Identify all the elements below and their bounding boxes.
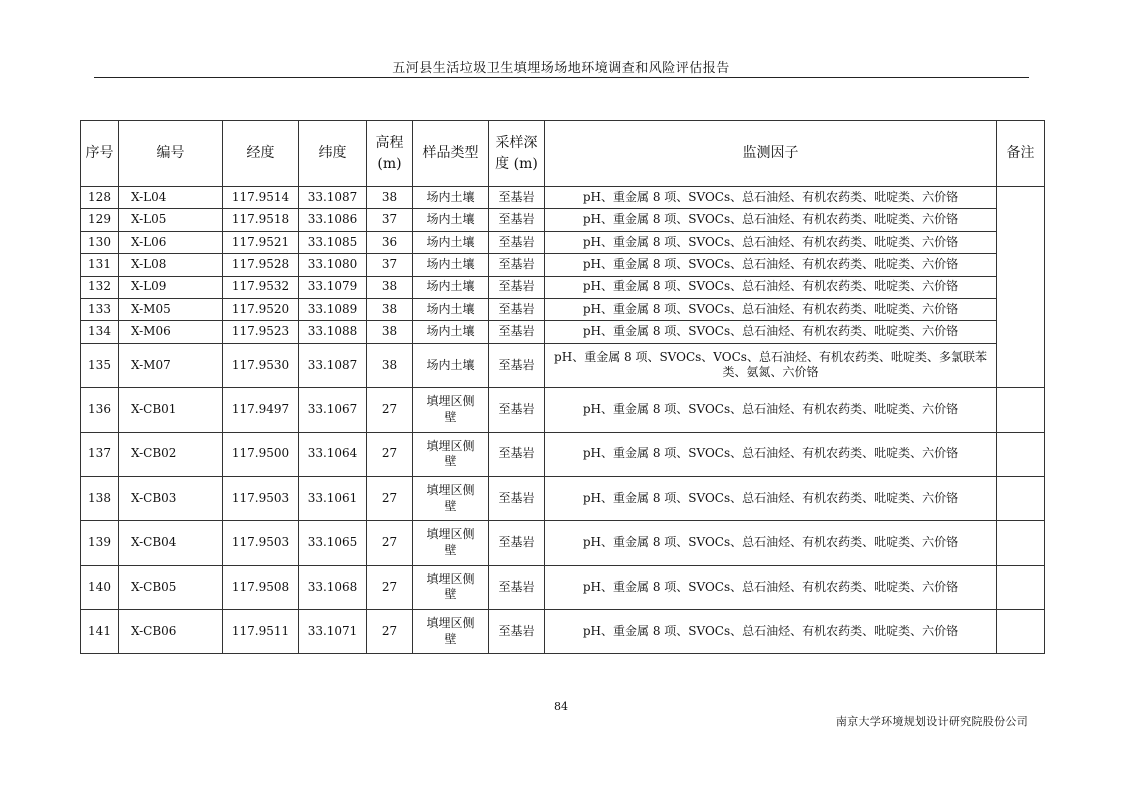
cell-latitude: 33.1087	[299, 187, 367, 209]
cell-index: 139	[81, 521, 119, 565]
cell-latitude: 33.1065	[299, 521, 367, 565]
cell-latitude: 33.1067	[299, 388, 367, 432]
cell-code: X-M07	[119, 343, 223, 387]
cell-elevation: 38	[367, 321, 413, 343]
cell-factors: pH、重金属 8 项、SVOCs、总石油烃、有机农药类、吡啶类、六价铬	[545, 298, 997, 320]
cell-latitude: 33.1086	[299, 209, 367, 231]
cell-elevation: 38	[367, 343, 413, 387]
cell-depth: 至基岩	[489, 321, 545, 343]
cell-sample-type: 填埋区侧壁	[413, 388, 489, 432]
header-code: 编号	[119, 121, 223, 187]
cell-latitude: 33.1085	[299, 231, 367, 253]
cell-sample-type: 填埋区侧壁	[413, 610, 489, 654]
cell-factors: pH、重金属 8 项、SVOCs、总石油烃、有机农药类、吡啶类、六价铬	[545, 476, 997, 520]
cell-depth: 至基岩	[489, 231, 545, 253]
cell-elevation: 37	[367, 209, 413, 231]
cell-sample-type: 填埋区侧壁	[413, 432, 489, 476]
cell-longitude: 117.9518	[223, 209, 299, 231]
header-index: 序号	[81, 121, 119, 187]
cell-longitude: 117.9532	[223, 276, 299, 298]
cell-elevation: 36	[367, 231, 413, 253]
cell-factors: pH、重金属 8 项、SVOCs、总石油烃、有机农药类、吡啶类、六价铬	[545, 565, 997, 609]
cell-longitude: 117.9503	[223, 521, 299, 565]
cell-code: X-CB02	[119, 432, 223, 476]
cell-elevation: 38	[367, 187, 413, 209]
cell-factors: pH、重金属 8 项、SVOCs、总石油烃、有机农药类、吡啶类、六价铬	[545, 254, 997, 276]
cell-depth: 至基岩	[489, 565, 545, 609]
cell-factors: pH、重金属 8 项、SVOCs、总石油烃、有机农药类、吡啶类、六价铬	[545, 231, 997, 253]
cell-code: X-CB01	[119, 388, 223, 432]
cell-longitude: 117.9530	[223, 343, 299, 387]
cell-sample-type: 填埋区侧壁	[413, 521, 489, 565]
cell-index: 140	[81, 565, 119, 609]
cell-notes	[997, 476, 1045, 520]
cell-sample-type: 场内土壤	[413, 276, 489, 298]
page-number: 84	[554, 700, 568, 713]
cell-longitude: 117.9520	[223, 298, 299, 320]
cell-elevation: 27	[367, 432, 413, 476]
header-depth: 采样深度 (m)	[489, 121, 545, 187]
cell-index: 134	[81, 321, 119, 343]
cell-factors: pH、重金属 8 项、SVOCs、总石油烃、有机农药类、吡啶类、六价铬	[545, 321, 997, 343]
cell-latitude: 33.1079	[299, 276, 367, 298]
cell-elevation: 27	[367, 610, 413, 654]
cell-code: X-M05	[119, 298, 223, 320]
cell-index: 141	[81, 610, 119, 654]
cell-factors: pH、重金属 8 项、SVOCs、总石油烃、有机农药类、吡啶类、六价铬	[545, 187, 997, 209]
cell-sample-type: 场内土壤	[413, 254, 489, 276]
header-divider	[94, 77, 1029, 78]
cell-code: X-CB06	[119, 610, 223, 654]
cell-index: 138	[81, 476, 119, 520]
cell-depth: 至基岩	[489, 276, 545, 298]
cell-sample-type: 场内土壤	[413, 321, 489, 343]
cell-code: X-M06	[119, 321, 223, 343]
cell-code: X-CB04	[119, 521, 223, 565]
table-row	[81, 187, 1045, 209]
cell-notes-merged	[997, 187, 1045, 388]
cell-index: 132	[81, 276, 119, 298]
cell-depth: 至基岩	[489, 476, 545, 520]
cell-code: X-CB05	[119, 565, 223, 609]
cell-code: X-L05	[119, 209, 223, 231]
table-row	[81, 388, 1045, 432]
table-row	[81, 276, 1045, 298]
table-row	[81, 610, 1045, 654]
header-notes: 备注	[997, 121, 1045, 187]
cell-sample-type: 场内土壤	[413, 343, 489, 387]
cell-factors: pH、重金属 8 项、SVOCs、总石油烃、有机农药类、吡啶类、六价铬	[545, 610, 997, 654]
cell-factors: pH、重金属 8 项、SVOCs、总石油烃、有机农药类、吡啶类、六价铬	[545, 432, 997, 476]
cell-sample-type: 填埋区侧壁	[413, 476, 489, 520]
cell-elevation: 27	[367, 565, 413, 609]
cell-factors: pH、重金属 8 项、SVOCs、总石油烃、有机农药类、吡啶类、六价铬	[545, 388, 997, 432]
document-header-title: 五河县生活垃圾卫生填埋场场地环境调查和风险评估报告	[392, 61, 730, 76]
cell-factors: pH、重金属 8 项、SVOCs、总石油烃、有机农药类、吡啶类、六价铬	[545, 209, 997, 231]
cell-sample-type: 场内土壤	[413, 187, 489, 209]
cell-longitude: 117.9503	[223, 476, 299, 520]
cell-longitude: 117.9514	[223, 187, 299, 209]
cell-notes	[997, 432, 1045, 476]
cell-sample-type: 场内土壤	[413, 298, 489, 320]
cell-latitude: 33.1071	[299, 610, 367, 654]
cell-index: 133	[81, 298, 119, 320]
header-factors: 监测因子	[545, 121, 997, 187]
cell-code: X-CB03	[119, 476, 223, 520]
cell-index: 129	[81, 209, 119, 231]
cell-latitude: 33.1089	[299, 298, 367, 320]
header-elevation: 高程 (m)	[367, 121, 413, 187]
cell-index: 136	[81, 388, 119, 432]
cell-latitude: 33.1068	[299, 565, 367, 609]
cell-latitude: 33.1080	[299, 254, 367, 276]
cell-elevation: 27	[367, 388, 413, 432]
cell-depth: 至基岩	[489, 187, 545, 209]
cell-code: X-L08	[119, 254, 223, 276]
header-sample-type: 样品类型	[413, 121, 489, 187]
cell-factors: pH、重金属 8 项、SVOCs、VOCs、总石油烃、有机农药类、吡啶类、多氯联苯类、氨氮、六价铬	[545, 343, 997, 387]
table-row	[81, 432, 1045, 476]
header-longitude: 经度	[223, 121, 299, 187]
table-row	[81, 254, 1045, 276]
cell-index: 137	[81, 432, 119, 476]
cell-sample-type: 场内土壤	[413, 231, 489, 253]
cell-longitude: 117.9528	[223, 254, 299, 276]
cell-depth: 至基岩	[489, 388, 545, 432]
cell-factors: pH、重金属 8 项、SVOCs、总石油烃、有机农药类、吡啶类、六价铬	[545, 521, 997, 565]
cell-latitude: 33.1061	[299, 476, 367, 520]
cell-latitude: 33.1088	[299, 321, 367, 343]
cell-latitude: 33.1087	[299, 343, 367, 387]
table-row	[81, 521, 1045, 565]
cell-longitude: 117.9500	[223, 432, 299, 476]
cell-elevation: 27	[367, 521, 413, 565]
cell-depth: 至基岩	[489, 209, 545, 231]
cell-elevation: 38	[367, 276, 413, 298]
cell-notes	[997, 565, 1045, 609]
table-header-row	[81, 121, 1045, 187]
cell-elevation: 38	[367, 298, 413, 320]
cell-longitude: 117.9508	[223, 565, 299, 609]
footer-organization: 南京大学环境规划设计研究院股份公司	[835, 715, 1028, 728]
table-row	[81, 298, 1045, 320]
cell-depth: 至基岩	[489, 521, 545, 565]
cell-longitude: 117.9511	[223, 610, 299, 654]
cell-depth: 至基岩	[489, 254, 545, 276]
cell-elevation: 27	[367, 476, 413, 520]
cell-code: X-L06	[119, 231, 223, 253]
cell-sample-type: 填埋区侧壁	[413, 565, 489, 609]
cell-depth: 至基岩	[489, 343, 545, 387]
cell-depth: 至基岩	[489, 610, 545, 654]
sampling-points-table	[80, 120, 1045, 654]
cell-index: 130	[81, 231, 119, 253]
table-row	[81, 343, 1045, 387]
cell-index: 128	[81, 187, 119, 209]
cell-code: X-L04	[119, 187, 223, 209]
cell-longitude: 117.9497	[223, 388, 299, 432]
table-row	[81, 476, 1045, 520]
cell-longitude: 117.9521	[223, 231, 299, 253]
cell-latitude: 33.1064	[299, 432, 367, 476]
cell-notes	[997, 610, 1045, 654]
cell-notes	[997, 388, 1045, 432]
cell-depth: 至基岩	[489, 432, 545, 476]
cell-index: 131	[81, 254, 119, 276]
table-row	[81, 321, 1045, 343]
table-row	[81, 231, 1045, 253]
table-row	[81, 565, 1045, 609]
cell-notes	[997, 521, 1045, 565]
cell-index: 135	[81, 343, 119, 387]
table-row	[81, 209, 1045, 231]
cell-factors: pH、重金属 8 项、SVOCs、总石油烃、有机农药类、吡啶类、六价铬	[545, 276, 997, 298]
cell-sample-type: 场内土壤	[413, 209, 489, 231]
header-latitude: 纬度	[299, 121, 367, 187]
cell-code: X-L09	[119, 276, 223, 298]
cell-elevation: 37	[367, 254, 413, 276]
cell-depth: 至基岩	[489, 298, 545, 320]
cell-longitude: 117.9523	[223, 321, 299, 343]
